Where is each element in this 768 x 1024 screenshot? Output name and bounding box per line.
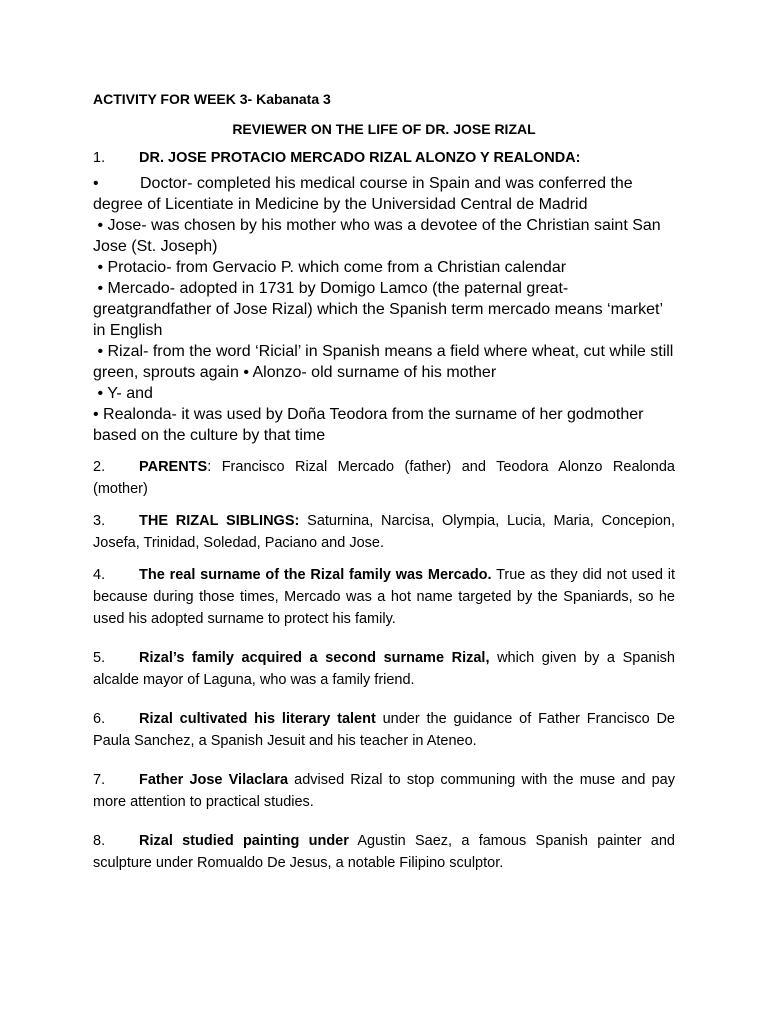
item-number: 8. bbox=[93, 833, 106, 849]
list-item: • Protacio- from Gervacio P. which come from a Christian calendar bbox=[93, 259, 567, 276]
reviewer-title: REVIEWER ON THE LIFE OF DR. JOSE RIZAL bbox=[232, 121, 536, 137]
item-bold-text: Rizal cultivated his literary talent bbox=[139, 711, 376, 727]
item-text: which given by a Spanish alcalde mayor of Laguna, who was a family friend. bbox=[93, 650, 675, 688]
item-number: 4. bbox=[93, 567, 106, 583]
item-text: under the guidance of Father Francisco De Paula Sanchez, a Spanish Jesuit and his teacher in Ateneo. bbox=[93, 711, 675, 749]
item-bold-text: The real surname of the Rizal family was Mercado. bbox=[139, 567, 492, 583]
item-text: advised Rizal to stop communing with the muse and pay more attention to practical studies. bbox=[93, 772, 675, 810]
list-item: • Jose- was chosen by his mother who was a devotee of the Christian saint San Jose (St. Joseph) bbox=[93, 217, 666, 255]
name-breakdown-list bbox=[93, 173, 678, 446]
item-number: 3. bbox=[93, 513, 106, 529]
item-text: : Francisco Rizal Mercado (father) and Teodora Alonzo Realonda (mother) bbox=[93, 459, 675, 497]
list-item: • Mercado- adopted in 1731 by Domigo Lamco (the paternal great-greatgrandfather of Jose Rizal) which the Spanish term mercado means ‘market’ in English bbox=[93, 280, 667, 339]
list-item: • Y- and bbox=[93, 385, 153, 402]
item-5 bbox=[93, 647, 675, 691]
item-number: 2. bbox=[93, 459, 106, 475]
item-bold-text: Rizal studied painting under bbox=[139, 833, 349, 849]
item-number: 5. bbox=[93, 650, 106, 666]
item-bold-text: THE RIZAL SIBLINGS: bbox=[139, 513, 300, 529]
item-4 bbox=[93, 564, 675, 630]
item-bold-text: Father Jose Vilaclara bbox=[139, 772, 289, 788]
list-item: • Realonda- it was used by Doña Teodora from the surname of her godmother based on the culture by that time bbox=[93, 406, 648, 444]
item-heading-text: DR. JOSE PROTACIO MERCADO RIZAL ALONZO Y REALONDA: bbox=[139, 150, 581, 166]
item-bold-text: PARENTS bbox=[139, 459, 208, 475]
item-8 bbox=[93, 830, 675, 874]
activity-heading: ACTIVITY FOR WEEK 3- Kabanata 3 bbox=[93, 91, 331, 107]
item-number: 6. bbox=[93, 711, 106, 727]
list-item: • Rizal- from the word ‘Ricial’ in Spanish means a field where wheat, cut while still green, sprouts again • Alonzo- old surname of his mother bbox=[93, 343, 678, 381]
document-body bbox=[93, 89, 678, 874]
item-text: True as they did not used it because during those times, Mercado was a hot name targeted by the Spaniards, so he used his adopted surname to protect his family. bbox=[93, 567, 675, 627]
item-2 bbox=[93, 456, 675, 500]
list-item-text: Doctor- completed his medical course in Spain and was conferred the degree of Licentiate in Medicine by the Universidad Central de Madrid bbox=[93, 175, 633, 213]
item-7 bbox=[93, 769, 675, 813]
item-number: 7. bbox=[93, 772, 106, 788]
bullet-mark: • bbox=[93, 175, 99, 192]
item-bold-text: Rizal’s family acquired a second surname Rizal, bbox=[139, 650, 490, 666]
item-number: 1. bbox=[93, 150, 106, 166]
item-3 bbox=[93, 510, 675, 554]
item-text: Agustin Saez, a famous Spanish painter and sculpture under Romualdo De Jesus, a notable Filipino sculptor. bbox=[93, 833, 675, 871]
item-1-heading bbox=[93, 147, 675, 169]
item-text: Saturnina, Narcisa, Olympia, Lucia, Maria, Concepion, Josefa, Trinidad, Soledad, Paciano and Jose. bbox=[93, 513, 675, 551]
item-6 bbox=[93, 708, 675, 752]
list-item bbox=[93, 173, 675, 215]
